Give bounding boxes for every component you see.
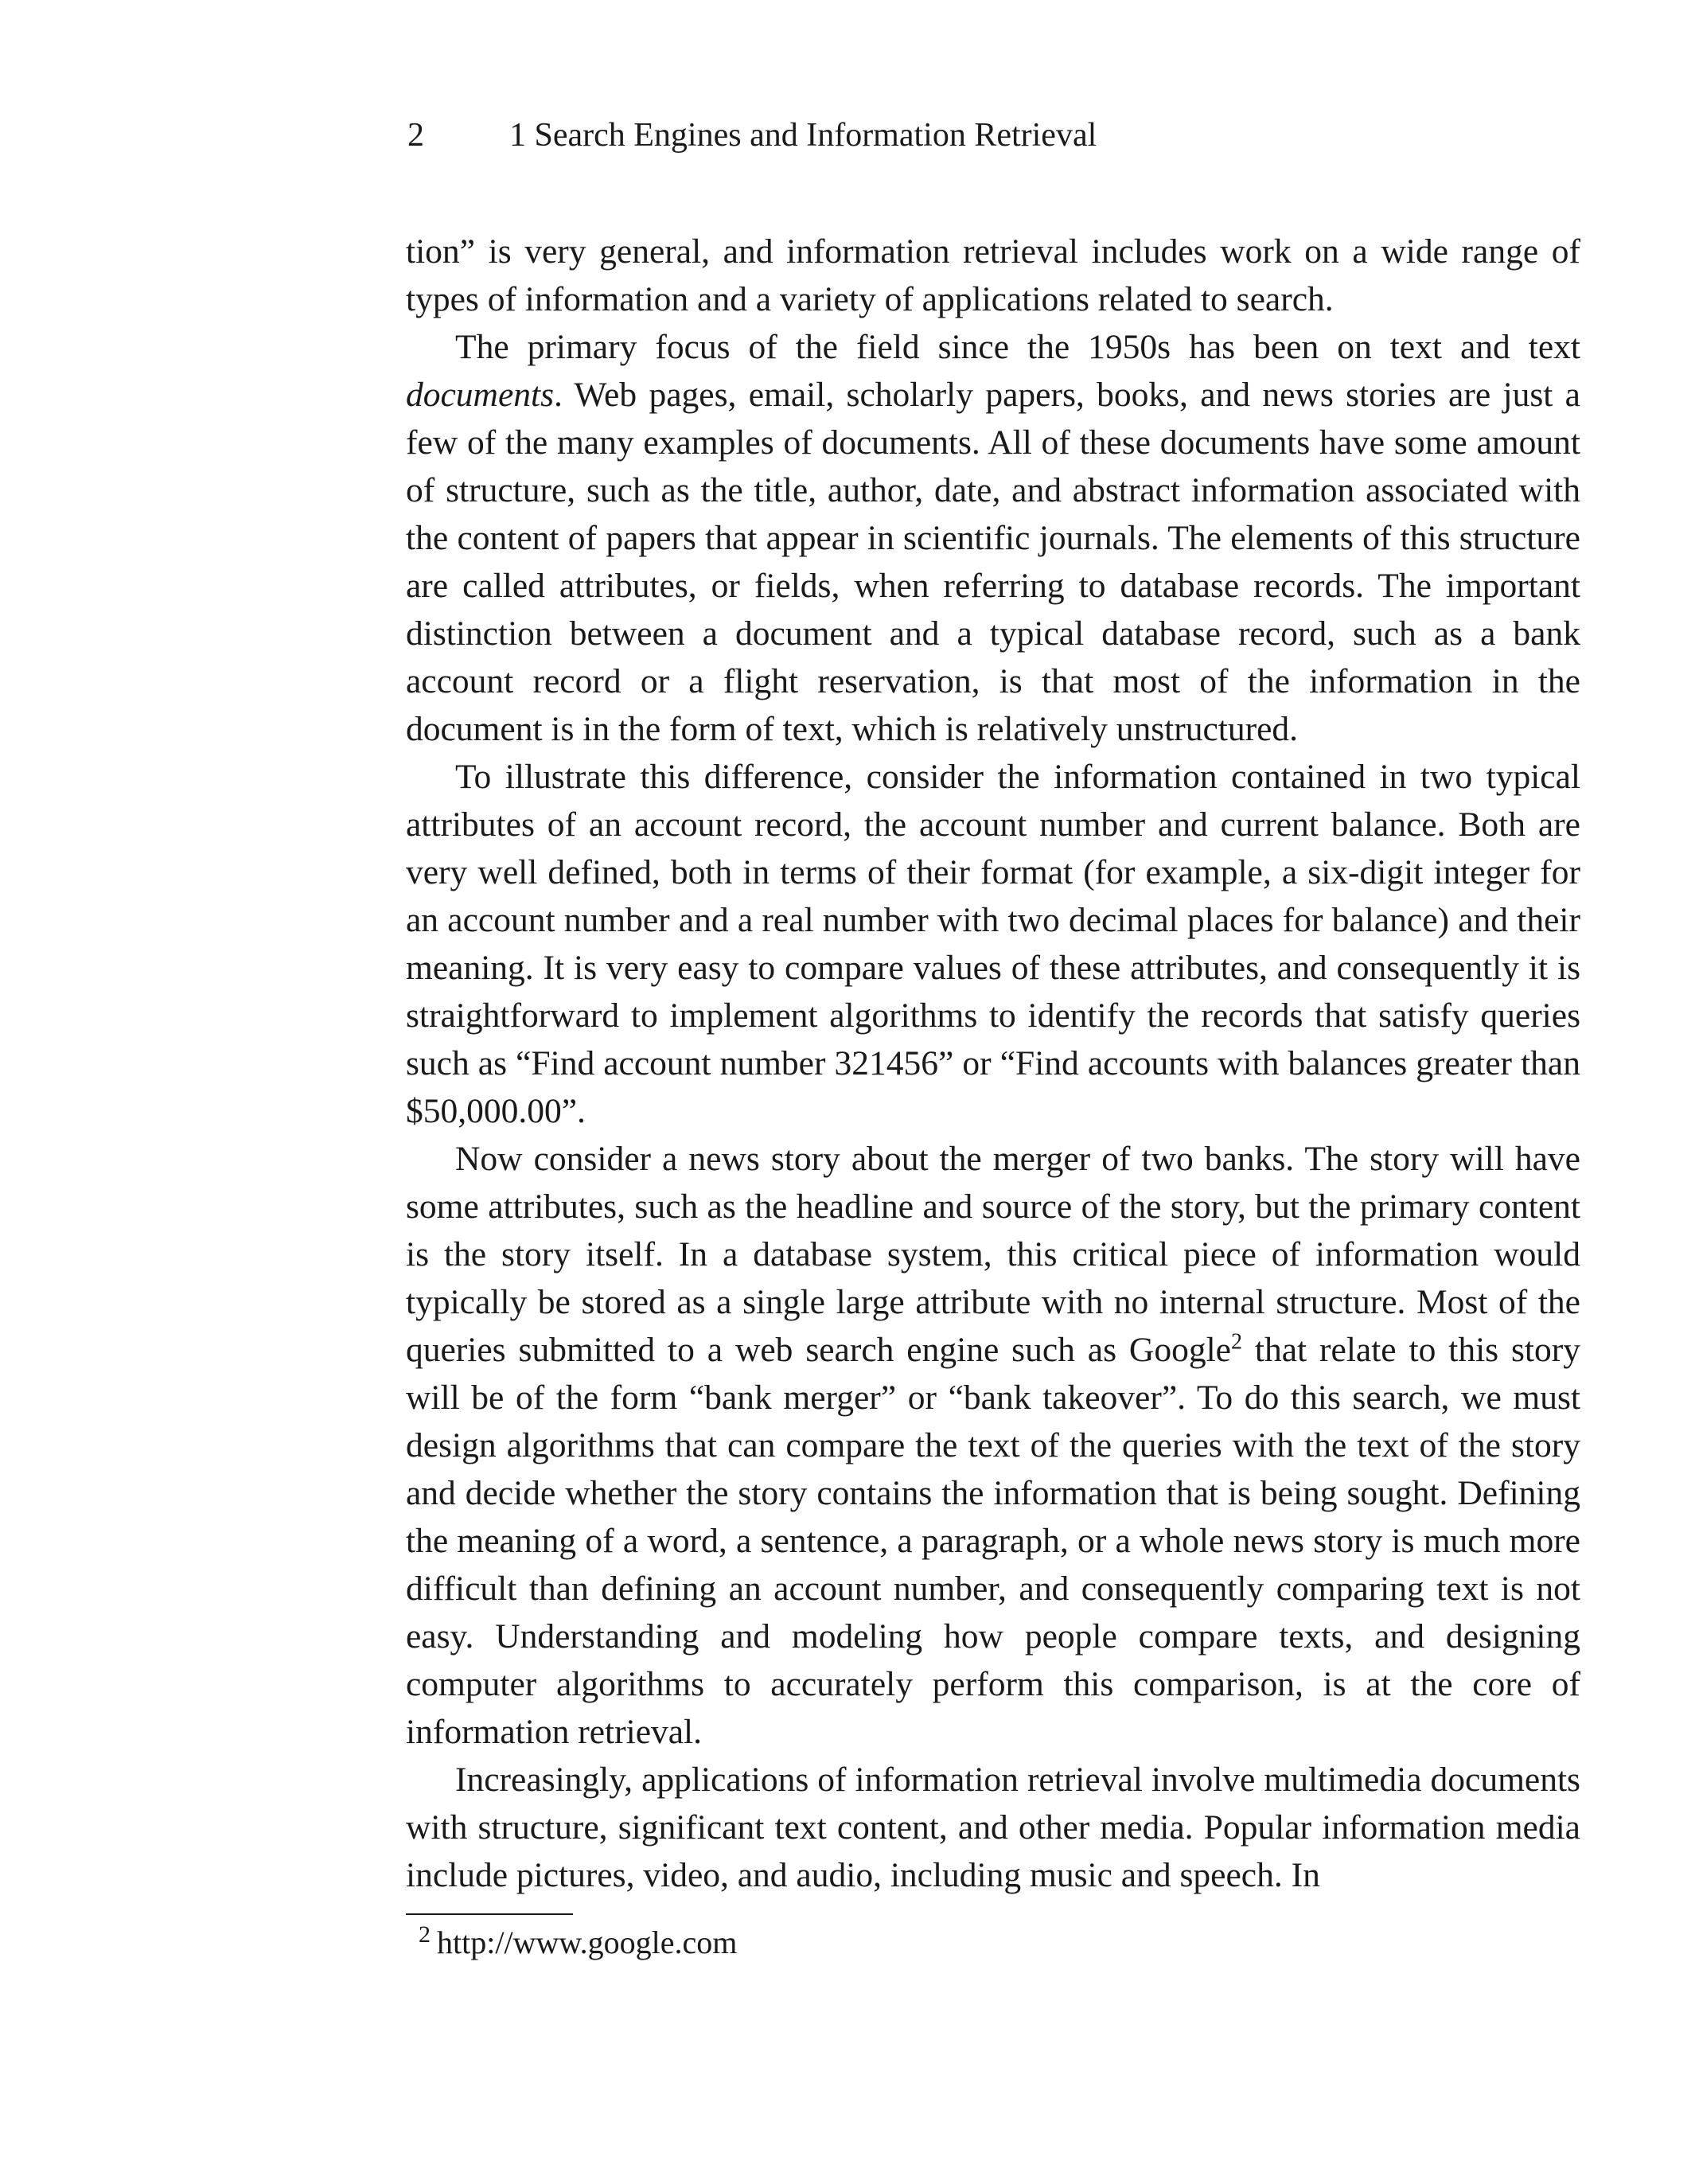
paragraph-2 xyxy=(406,323,1580,753)
footnote-text: http://www.google.com xyxy=(437,1925,738,1960)
chapter-title: 1 Search Engines and Information Retrieval xyxy=(509,117,1097,154)
paragraph-2-text-b: . Web pages, email, scholarly papers, books, and news stories are just a few of the many examples of documents. All of these documents have some amount of structure, such as the title, author, date, and abstract information associated with the content of papers that appear in scientific journals. The elements of this structure are called attributes, or fields, when referring to database records. The important distinction between a document and a typical database record, such as a bank account record or a flight reservation, is that most of the information in the document is in the form of text, which is relatively unstructured. xyxy=(406,376,1580,748)
running-head xyxy=(407,111,1097,159)
paragraph-1: tion” is very general, and information retrieval includes work on a wide range of types of information and a variety of applications related to search. xyxy=(406,232,1580,318)
footnote xyxy=(419,1921,737,1964)
paragraph-4-text-b: that relate to this story will be of the form “bank merger” or “bank takeover”. To do this search, we must design algorithms that can compare the text of the queries with the text of the story and decide whether the story contains the information that is being sought. Defining the meaning of a word, a sentence, a paragraph, or a whole news story is much more difficult than defining an account number, and consequently comparing text is not easy. Understanding and modeling how people compare texts, and designing computer algorithms to accurately perform this comparison, is at the core of information retrieval. xyxy=(406,1331,1581,1751)
footnote-marker: 2 xyxy=(1231,1329,1242,1355)
page-number: 2 xyxy=(407,117,424,154)
paragraph-4-text-a: Now consider a news story about the merger of two banks. The story will have some attributes, such as the headline and source of the story, but the primary content is the story itself. In a database system, this critical piece of information would typically be stored as a single large attribute with no internal structure. Most of the queries submitted to a web search engine such as Google xyxy=(406,1140,1580,1369)
footnote-divider xyxy=(406,1913,573,1915)
paragraph-4 xyxy=(406,1135,1580,1756)
footnote-number: 2 xyxy=(419,1921,431,1948)
paragraph-5: Increasingly, applications of information retrieval involve multimedia documents with structure, significant text content, and other media. Popular information media include pictures, video, and audio, including music and speech. In xyxy=(406,1761,1580,1894)
paragraph-2-emphasis: documents xyxy=(406,376,555,414)
paragraph-2-text-a: The primary focus of the field since the 1950s has been on text and text xyxy=(455,328,1580,366)
paragraph-3: To illustrate this difference, consider the information contained in two typical attributes of an account record, the account number and current balance. Both are very well defined, both in terms of their format (for example, a six-digit integer for an account number and a real number with two decimal places for balance) and their meaning. It is very easy to compare values of these attributes, and consequently it is straightforward to implement algorithms to identify the records that satisfy queries such as “Find account number 321456” or “Find accounts with balances greater than $50,000.00”. xyxy=(406,758,1580,1130)
body-text xyxy=(406,228,1580,1899)
